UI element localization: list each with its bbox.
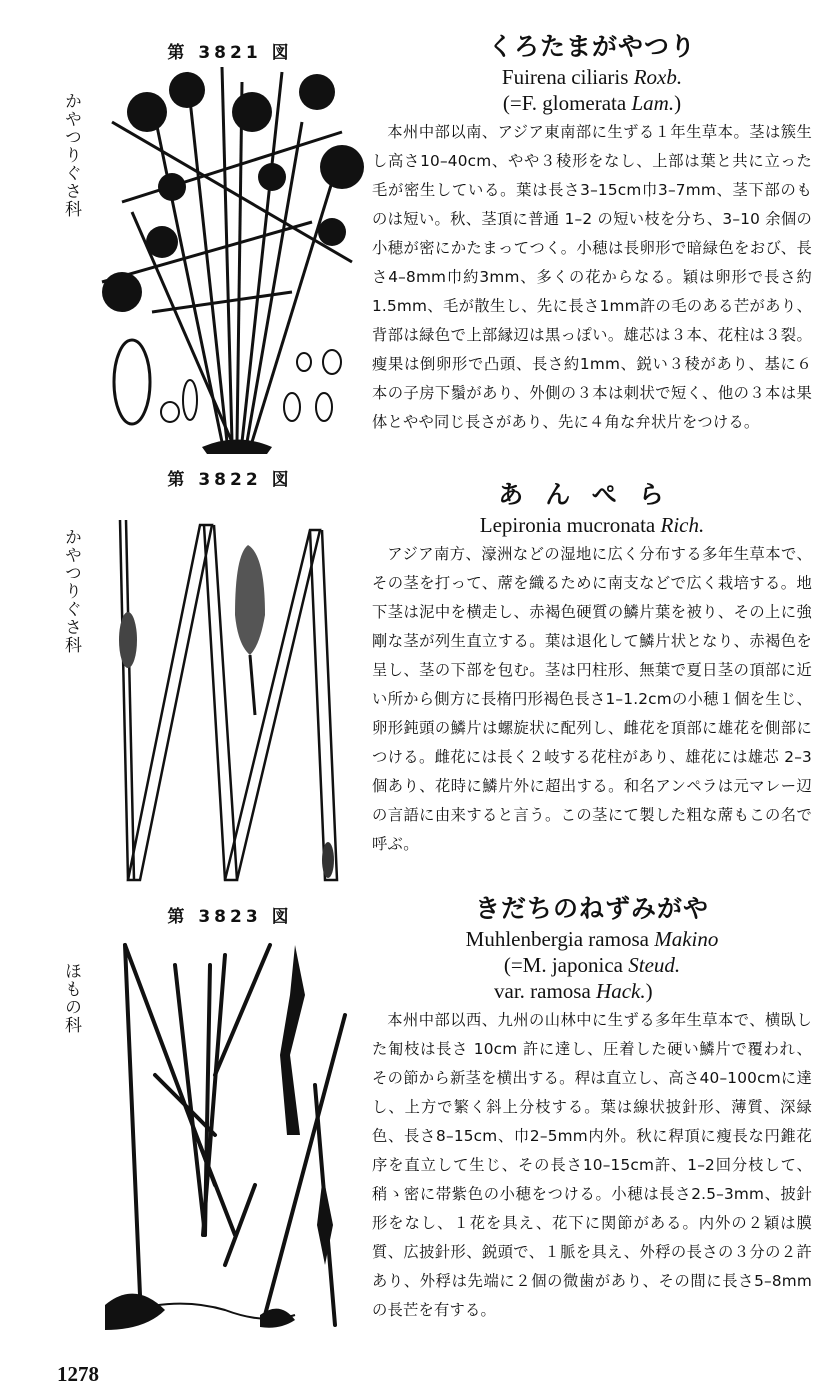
scientific-name: Fuirena ciliaris Roxb. — [501, 65, 683, 89]
lepironia-mucronata-illustration — [100, 515, 350, 890]
scientific-name: Muhlenbergia ramosa Makino — [465, 927, 719, 951]
japanese-name: くろたまがやつり — [487, 32, 696, 61]
japanese-name: きだちのねずみがや — [474, 894, 709, 923]
synonym: (=M. japonica Steud. — [503, 953, 681, 977]
figure-label-3822: 第 3822 図 — [167, 470, 293, 490]
description: アジア南方、濠洲などの湿地に広く分布する多年生草本で、その茎を打って、蓆を織るために南支などで広く栽培する。地下茎は泥中を横走し、赤褐色硬質の鱗片葉を被り、その上に強剛な茎が列生直立する。葉は退化して鱗片状となり、赤褐色を呈し、茎の下部を包む。茎は円柱形、無葉で夏日茎の頂部に近い所から側方に長楕円形褐色長さ1–1.2cmの小穂１個を生じ、卵形鈍頭の鱗片は螺旋状に配列し、雌花を頂部に雄花を側部につける。雌花には長く２岐する花柱があり、雄花には雄芯 2–3 個あり、花時に鱗片外に超出する。和名アンペラは元マレー辺の言語に由来すると言う。この茎にて製した粗な蓆もこの名で呼ぶ。 — [372, 545, 812, 853]
synonym: (=F. glomerata Lam.) — [502, 91, 682, 115]
entry-lepironia-mucronata — [372, 478, 812, 859]
family-label-cyperaceae: かやつりぐさ科 — [61, 528, 81, 654]
family-label-poaceae: ほもの科 — [61, 962, 81, 1034]
description: 本州中部以西、九州の山林中に生ずる多年生草本で、横臥した匍枝は長さ 10cm 許に達し、圧着した硬い鱗片で覆われ、その節から新茎を横出する。稈は直立し、高さ40–100cmに達し、上方で繁く斜上分枝する。葉は線状披針形、薄質、深緑色、長さ8–15cm、巾2–5mm内外。秋に稈頂に瘦長な円錐花序を直立して生じ、その長さ10–15cm許、1–2回分枝して、稍ゝ密に帯紫色の小穂をつける。小穂は長さ2.5–3mm、披針形をなし、１花を具え、花下に関節がある。内外の２穎は膜質、広披針形、鋭頭で、１脈を具え、外稃の長さの３分の２許あり、外稃は先端に２個の微歯があり、その間に長さ5–8mmの長芒を有する。 — [372, 1011, 812, 1319]
family-label-cyperaceae: かやつりぐさ科 — [61, 92, 81, 218]
description: 本州中部以南、アジア東南部に生ずる１年生草本。茎は簇生し高さ10–40cm、やや３稜形をなし、上部は葉と共に立った毛が密生している。葉は長さ3–15cm巾3–7mm、茎下部のものは短い。秋、茎頂に普通 1–2 の短い枝を分ち、3–10 余個の小穂が密にかたまってつく。小穂は長卵形で暗緑色をおび、長さ4–8mm巾約3mm、多くの花からなる。穎は卵形で長さ約1.5mm、毛が散生し、先に長さ1mm許の毛のある芒があり、背部は緑色で上部縁辺は黒っぽい。雄芯は３本、花柱は３裂。瘦果は倒卵形で凸頭、長さ約1mm、鋭い３稜があり、基に６本の子房下鬚があり、外側の３本は刺状で短く、他の３本は果体とやや同じ長さがあり、先に４角な弁状片をつける。 — [372, 123, 812, 431]
fuirena-ciliaris-illustration — [92, 62, 372, 457]
muhlenbergia-ramosa-illustration — [95, 935, 370, 1335]
entry-muhlenbergia-ramosa — [372, 892, 812, 1325]
synonym-variety: var. ramosa Hack.) — [494, 979, 653, 1003]
japanese-name: あんぺら — [498, 480, 686, 509]
scientific-name: Lepironia mucronata Rich. — [479, 513, 705, 537]
page-number: 1278 — [57, 1362, 99, 1386]
entry-fuirena-ciliaris — [372, 30, 812, 437]
figure-label-3823: 第 3823 図 — [167, 907, 293, 927]
figure-label-3821: 第 3821 図 — [167, 43, 293, 63]
